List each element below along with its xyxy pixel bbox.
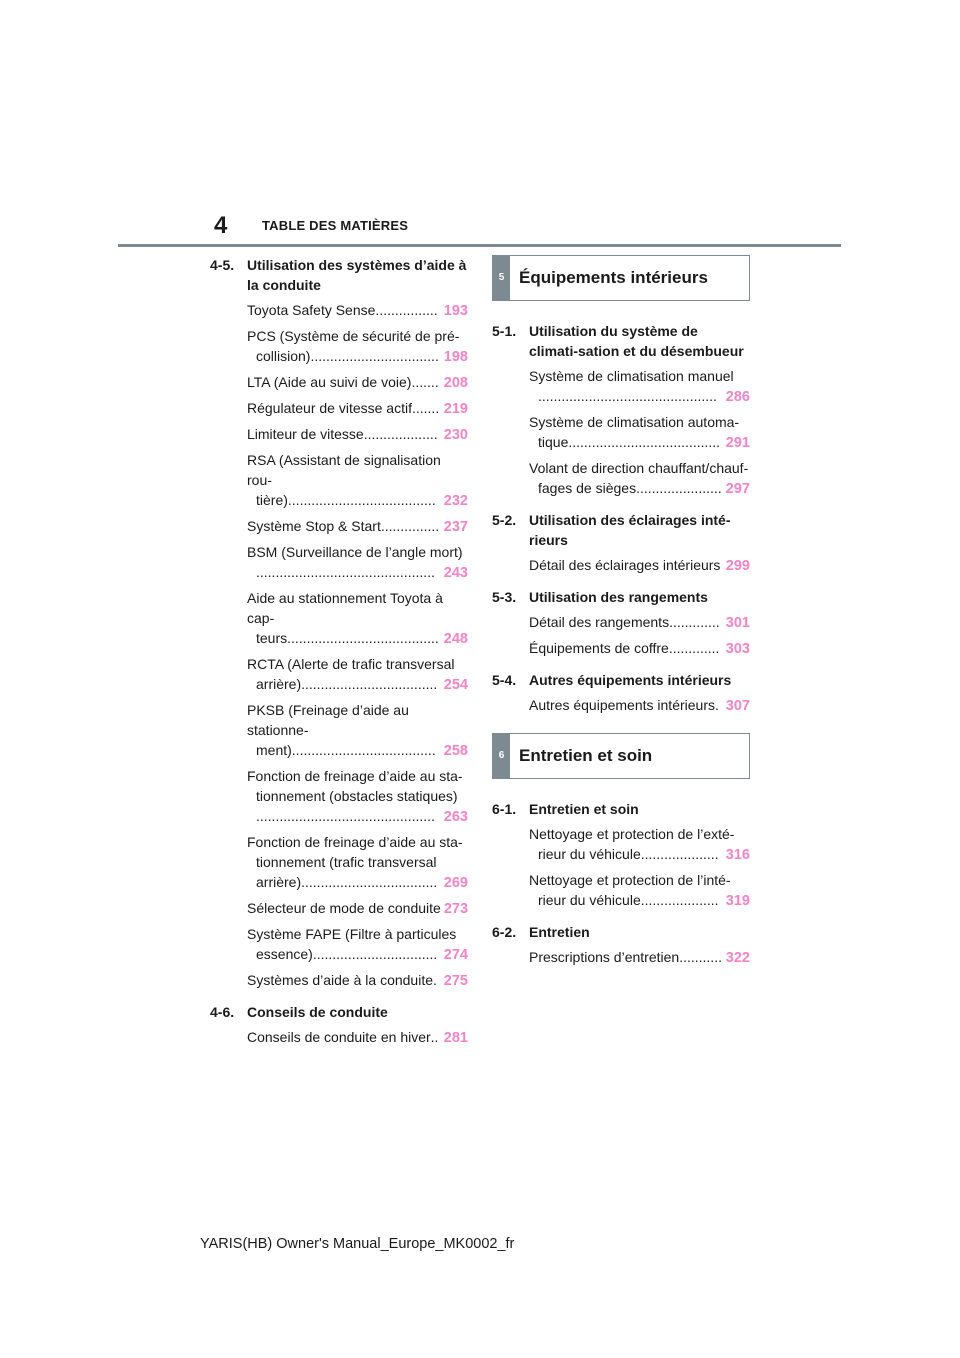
- section-title: Entretien: [529, 924, 590, 940]
- entry-last-line: [529, 386, 750, 407]
- section-heading: [210, 1002, 468, 1022]
- entry-text: Prescriptions d’entretien: [529, 949, 680, 965]
- chapter-tab-number: 5: [493, 256, 510, 300]
- leader-dots: ..............................................: [256, 564, 435, 580]
- entry-last-line: [247, 944, 468, 965]
- page-link[interactable]: 208: [443, 375, 468, 391]
- entry-last-line: [529, 890, 750, 911]
- entry-text: LTA (Aide au suivi de voie): [247, 374, 412, 390]
- section-number: 5-2.: [492, 512, 517, 528]
- entry-last-line: [247, 424, 468, 445]
- entry-last-line: [529, 432, 750, 453]
- entry-text: fages de sièges: [538, 480, 637, 496]
- leader-dots: .......: [411, 400, 440, 416]
- section-number: 5-3.: [492, 589, 517, 605]
- chapter-title: Équipements intérieurs: [519, 268, 708, 287]
- entry-text: RSA (Assistant de signalisation rou-: [247, 452, 441, 488]
- toc-entry[interactable]: [492, 695, 750, 716]
- entry-last-line: [247, 372, 468, 393]
- toc-entry[interactable]: [210, 542, 468, 583]
- entry-text: Aide au stationnement Toyota à cap-: [247, 590, 443, 626]
- entry-text: tionnement (trafic transversal: [256, 854, 437, 870]
- entry-text: ment): [256, 742, 292, 758]
- leader-dots: ......................................: [287, 492, 436, 508]
- leader-dots: .............: [669, 614, 720, 630]
- entry-text: PCS (Système de sécurité de pré-: [247, 328, 460, 344]
- section-heading: [492, 799, 750, 819]
- entry-text: arrière): [256, 874, 302, 890]
- toc-entry[interactable]: [492, 947, 750, 968]
- section-spacer: [492, 973, 750, 979]
- page-link[interactable]: 319: [725, 893, 750, 909]
- page-link[interactable]: 248: [443, 631, 468, 647]
- toc-entry[interactable]: [210, 326, 468, 367]
- header-rule: [118, 244, 841, 247]
- toc-entry[interactable]: [210, 766, 468, 827]
- section-number: 5-4.: [492, 672, 517, 688]
- entry-last-line: [529, 478, 750, 499]
- toc-entry[interactable]: [492, 366, 750, 407]
- toc-entry[interactable]: [210, 700, 468, 761]
- page-link[interactable]: 275: [443, 973, 468, 989]
- entry-last-line: [247, 300, 468, 321]
- page-link[interactable]: 263: [443, 809, 468, 825]
- entry-text: tique: [538, 434, 569, 450]
- section-title: Utilisation des systèmes d’aide à la conduite: [247, 257, 467, 293]
- leader-dots: ..............................................: [256, 808, 435, 824]
- entry-text: Limiteur de vitesse: [247, 426, 364, 442]
- page-link[interactable]: 301: [725, 615, 750, 631]
- section-heading: [492, 587, 750, 607]
- section-number: 6-1.: [492, 801, 517, 817]
- entry-last-line: [247, 806, 468, 827]
- entry-last-line: [247, 490, 468, 511]
- section-heading: [492, 922, 750, 942]
- entry-text: PKSB (Freinage d’aide au stationne-: [247, 702, 409, 738]
- leader-dots: .......................................: [287, 630, 439, 646]
- entry-text: Autres équipements intérieurs: [529, 697, 715, 713]
- section-title: Utilisation des rangements: [529, 589, 708, 605]
- entry-text: Toyota Safety Sense: [247, 302, 376, 318]
- toc-entry[interactable]: [210, 372, 468, 393]
- toc-entry[interactable]: [210, 424, 468, 445]
- page-link[interactable]: 254: [443, 677, 468, 693]
- leader-dots: ...................................: [301, 874, 438, 890]
- entry-last-line: [529, 947, 750, 968]
- entry-last-line: [247, 970, 468, 991]
- leader-dots: ................................: [312, 946, 438, 962]
- toc-entry[interactable]: [210, 450, 468, 511]
- toc-entry[interactable]: [210, 924, 468, 965]
- entry-last-line: [247, 898, 468, 919]
- entry-text: BSM (Surveillance de l’angle mort): [247, 544, 463, 560]
- page-link[interactable]: 286: [725, 389, 750, 405]
- section-title: Utilisation des éclairages inté-rieurs: [529, 512, 731, 548]
- section-heading: [210, 255, 468, 295]
- page-link[interactable]: 258: [443, 743, 468, 759]
- entry-text: Régulateur de vitesse actif: [247, 400, 412, 416]
- page-link[interactable]: 303: [725, 641, 750, 657]
- toc-entry[interactable]: [492, 458, 750, 499]
- toc-entry[interactable]: [210, 1027, 468, 1048]
- entry-text: Système Stop & Start: [247, 518, 381, 534]
- entry-text: Fonction de freinage d’aide au sta-: [247, 834, 463, 850]
- page-link[interactable]: 273: [443, 901, 469, 917]
- toc-entry[interactable]: [492, 870, 750, 911]
- page-number: 4: [214, 212, 228, 239]
- entry-text: Système de climatisation automa-: [529, 414, 740, 430]
- page-link[interactable]: 281: [443, 1030, 468, 1046]
- entry-last-line: [529, 695, 750, 716]
- leader-dots: .............: [668, 640, 720, 656]
- page-link[interactable]: 237: [443, 519, 468, 535]
- entry-text: Système FAPE (Filtre à particules: [247, 926, 457, 942]
- toc-entry[interactable]: [210, 898, 468, 919]
- section-title: Autres équipements intérieurs: [529, 672, 732, 688]
- page-link[interactable]: 243: [443, 565, 468, 581]
- section-number: 4-6.: [210, 1004, 235, 1020]
- section-title: Conseils de conduite: [247, 1004, 388, 1020]
- section-heading: [492, 670, 750, 690]
- toc-entry[interactable]: [210, 398, 468, 419]
- toc-entry[interactable]: [210, 516, 468, 537]
- page-link[interactable]: 291: [725, 435, 750, 451]
- entry-last-line: [247, 674, 468, 695]
- entry-text: Équipements de coffre: [529, 640, 669, 656]
- page-link[interactable]: 316: [725, 847, 750, 863]
- page-link[interactable]: 219: [443, 401, 468, 417]
- header-title: TABLE DES MATIÈRES: [262, 218, 409, 233]
- section-title: Entretien et soin: [529, 801, 639, 817]
- leader-dots: ...................: [363, 426, 438, 442]
- entry-last-line: [247, 628, 468, 649]
- page-link[interactable]: 297: [725, 481, 750, 497]
- entry-last-line: [529, 844, 750, 865]
- entry-text: Volant de direction chauffant/chauf-: [529, 460, 749, 476]
- toc-entry[interactable]: [492, 638, 750, 659]
- page-link[interactable]: 193: [443, 303, 468, 319]
- page-link[interactable]: 232: [443, 493, 468, 509]
- leader-dots: ................: [375, 302, 438, 318]
- entry-last-line: [247, 740, 468, 761]
- leader-dots: .: [433, 972, 437, 988]
- page-link[interactable]: 198: [443, 349, 468, 365]
- entry-text: tionnement (obstacles statiques): [256, 788, 458, 804]
- leader-dots: .......: [411, 374, 439, 390]
- section-number: 6-2.: [492, 924, 517, 940]
- entry-last-line: [247, 398, 468, 419]
- leader-dots: ..: [430, 1029, 439, 1045]
- section-title: Utilisation du système de climati-sation et du désembueur: [529, 323, 744, 359]
- entry-text: Nettoyage et protection de l’exté-: [529, 826, 735, 842]
- section-spacer: [210, 1053, 468, 1059]
- leader-dots: ....................: [640, 892, 719, 908]
- entry-text: Systèmes d’aide à la conduite: [247, 972, 433, 988]
- entry-text: tière): [256, 492, 288, 508]
- toc-right-column: [492, 255, 750, 979]
- entry-last-line: [529, 612, 750, 633]
- entry-text: arrière): [256, 676, 302, 692]
- section-number: 4-5.: [210, 257, 235, 273]
- entry-last-line: [529, 638, 750, 659]
- page-link[interactable]: 307: [725, 698, 750, 714]
- page-link[interactable]: 230: [443, 427, 468, 443]
- entry-last-line: [247, 1027, 468, 1048]
- toc-entry[interactable]: [210, 832, 468, 893]
- entry-text: Système de climatisation manuel: [529, 368, 734, 384]
- entry-last-line: [247, 872, 468, 893]
- leader-dots: .......................................: [568, 434, 721, 450]
- section-number: 5-1.: [492, 323, 517, 339]
- toc-entry[interactable]: [210, 588, 468, 649]
- toc-left-column: [210, 255, 468, 1059]
- entry-last-line: [247, 562, 468, 583]
- toc-entry[interactable]: [492, 555, 750, 576]
- toc-entry[interactable]: [210, 970, 468, 991]
- leader-dots: ..............................................: [538, 388, 717, 404]
- entry-text: Sélecteur de mode de conduite: [247, 900, 441, 916]
- entry-text: Fonction de freinage d’aide au sta-: [247, 768, 463, 784]
- leader-dots: .: [715, 697, 719, 713]
- toc-entry[interactable]: [210, 654, 468, 695]
- chapter-tab-number: 6: [493, 734, 510, 778]
- entry-text: essence): [256, 946, 313, 962]
- chapter-box[interactable]: [492, 255, 750, 301]
- entry-last-line: [247, 346, 468, 367]
- entry-text: Nettoyage et protection de l’inté-: [529, 872, 731, 888]
- section-heading: [492, 321, 750, 361]
- toc-entry[interactable]: [492, 824, 750, 865]
- leader-dots: ....................: [640, 846, 719, 862]
- toc-entry[interactable]: [492, 612, 750, 633]
- footer-manual-id: YARIS(HB) Owner's Manual_Europe_MK0002_fr: [200, 1236, 515, 1252]
- leader-dots: ...........: [679, 949, 722, 965]
- leader-dots: .................................: [310, 348, 439, 364]
- page-link[interactable]: 269: [443, 875, 468, 891]
- entry-text: rieur du véhicule: [538, 892, 641, 908]
- chapter-box[interactable]: [492, 733, 750, 779]
- leader-dots: ...................................: [301, 676, 438, 692]
- entry-text: Détail des rangements: [529, 614, 670, 630]
- entry-text: RCTA (Alerte de trafic transversal: [247, 656, 455, 672]
- entry-last-line: [247, 516, 468, 537]
- leader-dots: ...............: [380, 518, 440, 534]
- leader-dots: .....................................: [291, 742, 436, 758]
- toc-entry[interactable]: [492, 412, 750, 453]
- section-heading: [492, 510, 750, 550]
- entry-text: rieur du véhicule: [538, 846, 641, 862]
- entry-text: Détail des éclairages intérieurs: [529, 557, 721, 573]
- leader-dots: ......................: [636, 480, 722, 496]
- entry-text: Conseils de conduite en hiver: [247, 1029, 431, 1045]
- page-link[interactable]: 322: [725, 950, 750, 966]
- entry-text: teurs: [256, 630, 288, 646]
- entry-text: collision): [256, 348, 311, 364]
- toc-entry[interactable]: [210, 300, 468, 321]
- page-link[interactable]: 299: [725, 558, 750, 574]
- page-link[interactable]: 274: [443, 947, 468, 963]
- entry-last-line: [529, 555, 750, 576]
- chapter-title: Entretien et soin: [519, 746, 653, 765]
